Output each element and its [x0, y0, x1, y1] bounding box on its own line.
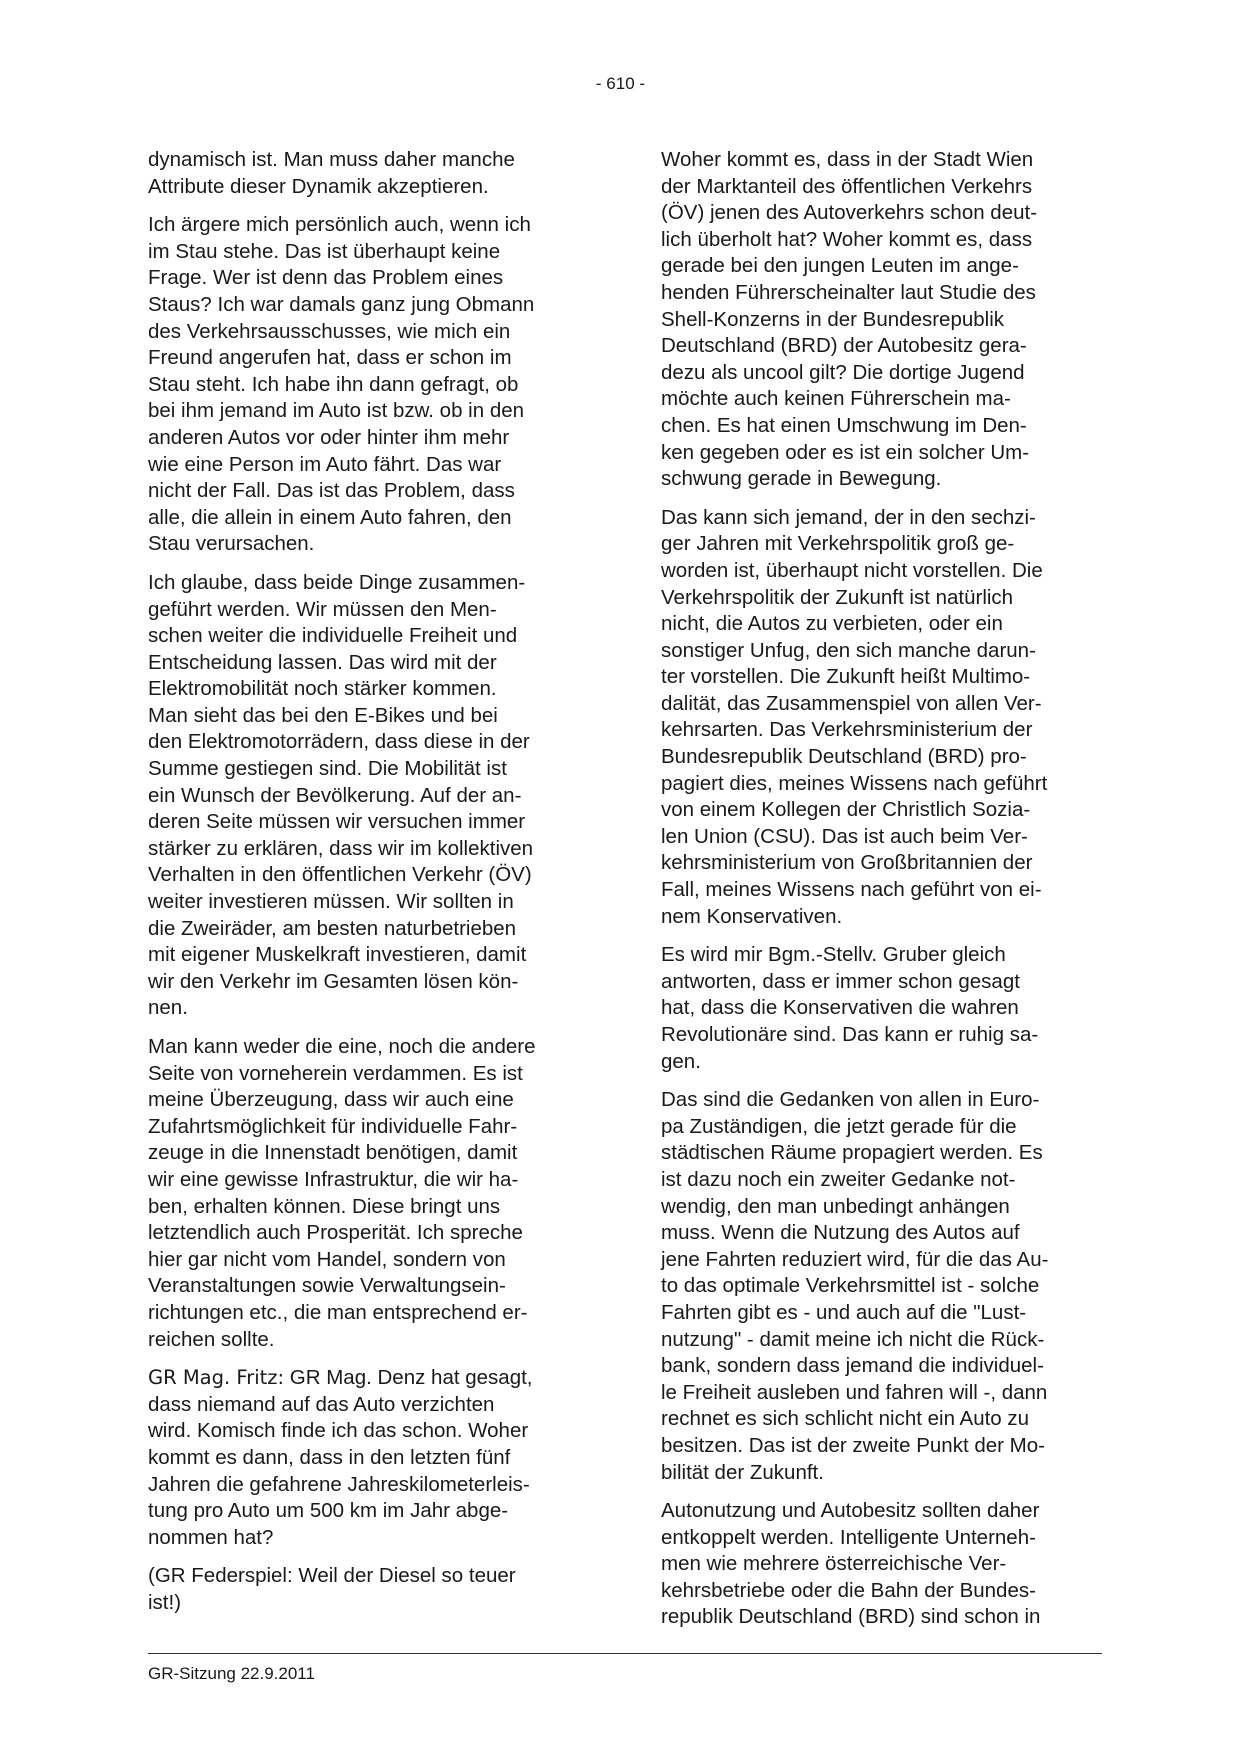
paragraph: Man kann weder die eine, noch die andere Seite von vorneherein verdammen. Es ist meine Überzeugung, dass wir auch eine Zufahrtsmöglichkeit für individuelle Fahr- zeuge in die Innenstadt benötigen, damit wir eine gewisse Infrastruktur, die wir ha- ben, erhalten können. Diese bringt uns letztendlich auch Prosperität. Ich spreche hier gar nicht vom Handel, sondern von Veranstaltungen sowie Verwaltungsein- richtungen etc., die man entsprechend er- reichen sollte. [148, 1035, 536, 1351]
interjection: (GR Federspiel: Weil der Diesel so teuer ist!) [148, 1564, 516, 1614]
footer-divider [148, 1653, 1102, 1654]
paragraph: Das sind die Gedanken von allen in Euro- pa Zuständigen, die jetzt gerade für die städtischen Räume propagiert werden. Es ist dazu noch ein zweiter Gedanke not- wendig, den man unbedingt anhängen muss. Wenn die Nutzung des Autos auf jene Fahrten reduziert wird, für die das Au- to das optimale Verkehrsmittel ist - solche Fahrten gibt es - und auch auf die "Lust- nutzung" - damit meine ich nicht die Rück- bank, sondern dass jemand die individuel- le Freiheit ausleben und fahren will -, dann rechnet es sich schlicht nicht ein Auto zu besitzen. Das ist der zweite Punkt der Mo- bilität der Zukunft. [661, 1088, 1049, 1484]
paragraph: dynamisch ist. Man muss daher manche Attribute dieser Dynamik akzeptieren. [148, 148, 515, 198]
left-column [148, 147, 588, 1628]
paragraph: Ich ärgere mich persönlich auch, wenn ich im Stau stehe. Das ist überhaupt keine Frage. Wer ist denn das Problem eines Staus? Ich war damals ganz jung Obmann des Verkehrsausschusses, wie mich ein Freund angerufen hat, dass er schon im Stau steht. Ich habe ihn dann gefragt, ob bei ihm jemand im Auto ist bzw. ob in den anderen Autos vor oder hinter ihm mehr wie eine Person im Auto fährt. Das war nicht der Fall. Das ist das Problem, dass alle, die allein in einem Auto fahren, den Stau verursachen. [148, 213, 535, 556]
paragraph: Das kann sich jemand, der in den sechzi- ger Jahren mit Verkehrspolitik groß ge- worden ist, überhaupt nicht vorstellen. Die Verkehrspolitik der Zukunft ist natürlich nicht, die Autos zu verbieten, oder ein sonstiger Unfug, den sich manche darun- ter vorstellen. Die Zukunft heißt Multimo- dalität, das Zusammenspiel von allen Ver- kehrsarten. Das Verkehrsministerium der Bundesrepublik Deutschland (BRD) pro- pagiert dies, meines Wissens nach geführt von einem Kollegen der Christlich Sozia- len Union (CSU). Das ist auch beim Ver- kehrsministerium von Großbritannien der Fall, meines Wissens nach geführt von ei- nem Konservativen. [661, 505, 1048, 928]
paragraph: Ich glaube, dass beide Dinge zusammen- geführt werden. Wir müssen den Men- schen weiter die individuelle Freiheit und Entscheidung lassen. Das wird mit der Elektromobilität noch stärker kommen. Man sieht das bei den E-Bikes und bei den Elektromotorrädern, dass diese in der Summe gestiegen sind. Die Mobilität ist ein Wunsch der Bevölkerung. Auf der an- deren Seite müssen wir versuchen immer stärker zu erklären, dass wir im kollektiven Verhalten in den öffentlichen Verkehr (ÖV) weiter investieren müssen. Wir sollten in die Zweiräder, am besten naturbetrieben mit eigener Muskelkraft investieren, damit wir den Verkehr im Gesamten lösen kön- nen. [148, 570, 534, 1020]
paragraph [148, 1365, 588, 1551]
paragraph: Es wird mir Bgm.-Stellv. Gruber gleich antworten, dass er immer schon gesagt hat, dass die Konservativen die wahren Revolutionäre sind. Das kann er ruhig sa- gen. [661, 943, 1039, 1073]
paragraph: Woher kommt es, dass in der Stadt Wien der Marktanteil des öffentlichen Verkehrs (ÖV) jenen des Autoverkehrs schon deut- lich überholt hat? Woher kommt es, dass gerade bei den jungen Leuten im ange- henden Führerscheinalter laut Studie des Shell-Konzerns in der Bundesrepublik Deutschland (BRD) der Autobesitz gera- dezu als uncool gilt? Die dortige Jugend möchte auch keinen Führerschein ma- chen. Es hat einen Umschwung im Den- ken gegeben oder es ist ein solcher Um- schwung gerade in Bewegung. [661, 148, 1038, 491]
speaker-name: GR Mag. Fritz: [148, 1366, 285, 1390]
paragraph: Autonutzung und Autobesitz sollten daher entkoppelt werden. Intelligente Unterneh- men wie mehrere österreichische Ver- kehrsbetriebe oder die Bahn der Bundes- republik Deutschland (BRD) sind schon in [661, 1499, 1041, 1629]
footer-session-date: GR-Sitzung 22.9.2011 [148, 1664, 315, 1683]
right-column [661, 147, 1101, 1643]
speaker-text: GR Mag. Denz hat gesagt, dass niemand auf das Auto verzichten wird. Komisch finde ich das schon. Woher kommt es dann, dass in den letzten fünf Jahren die gefahrene Jahreskilometerleis- tung pro Auto um 500 km im Jahr abge- nommen hat? [148, 1366, 533, 1549]
page-number: - 610 - [595, 74, 646, 93]
